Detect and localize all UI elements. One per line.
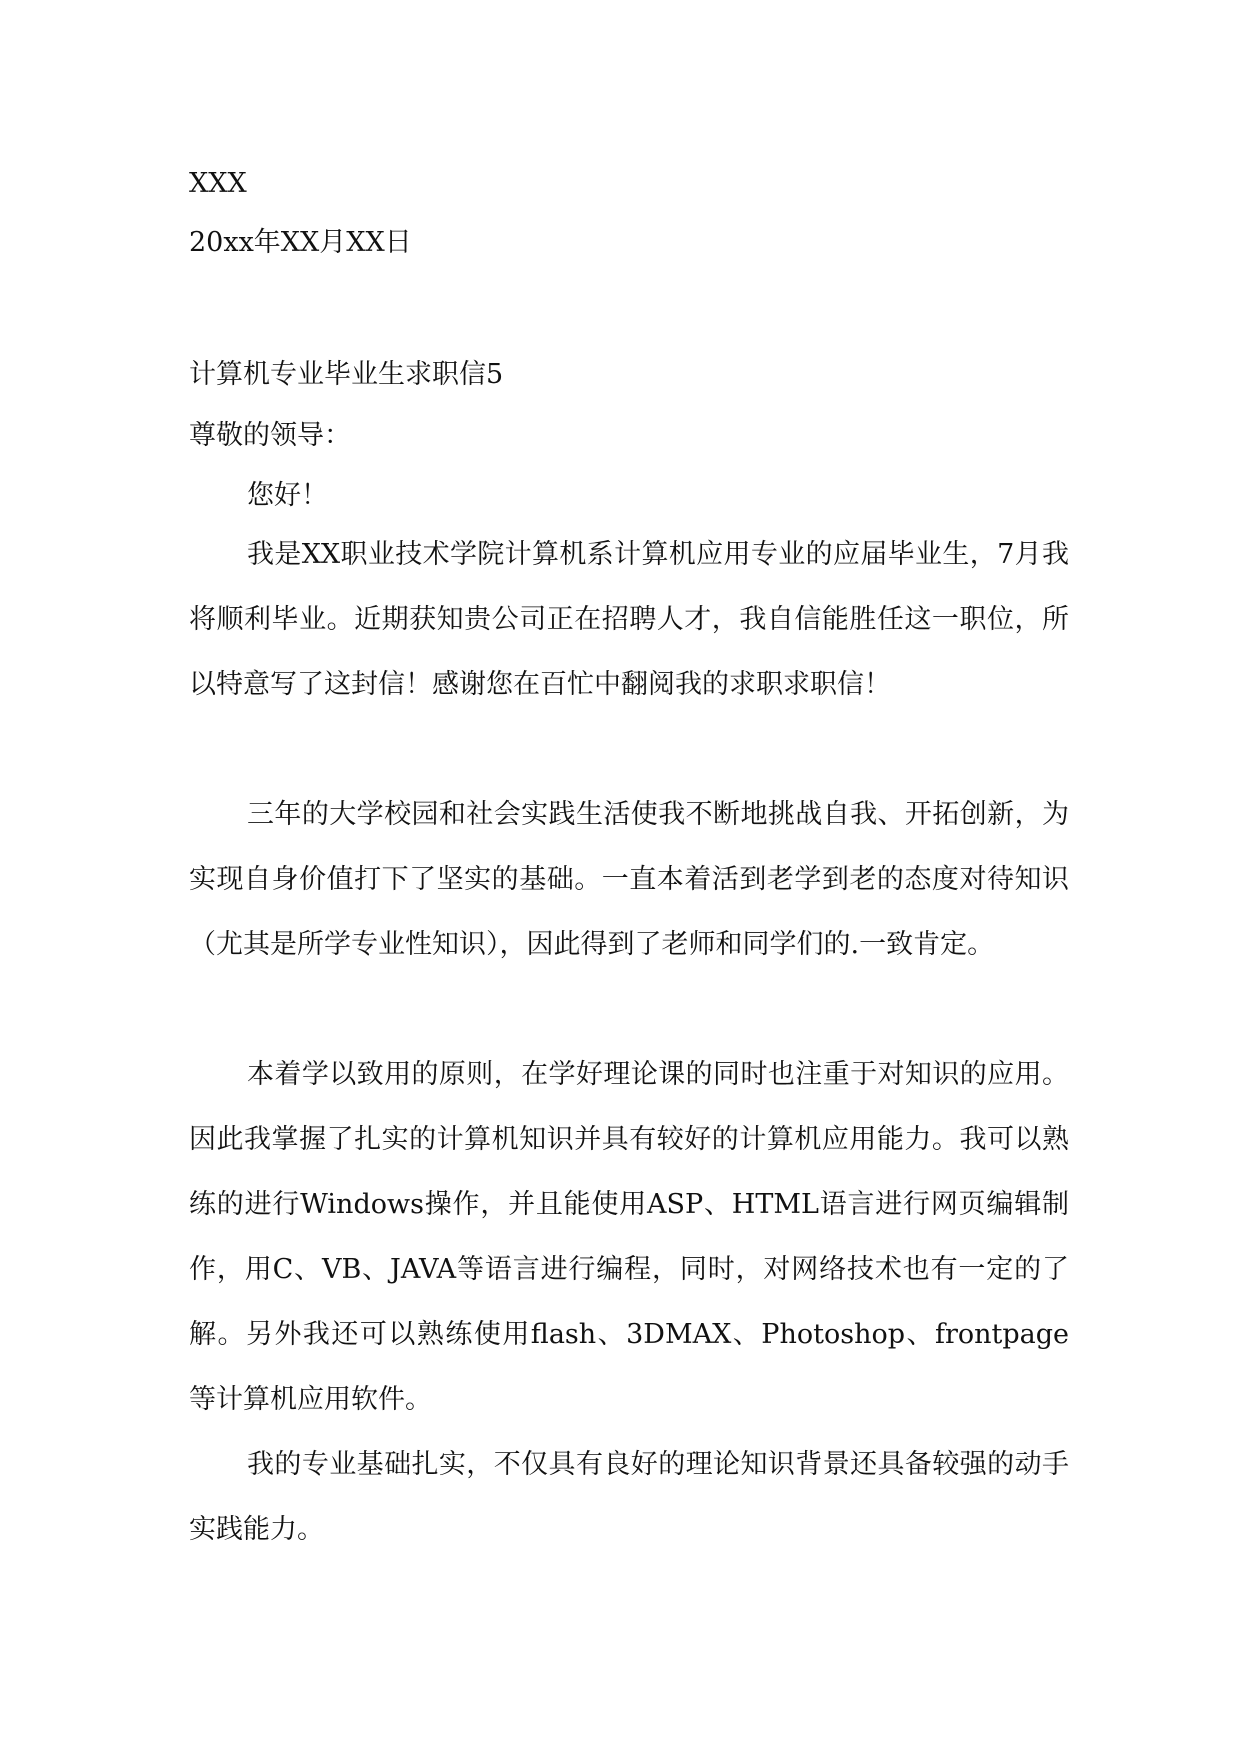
salutation: 尊敬的领导： xyxy=(189,420,351,451)
paragraph-3: 本着学以致用的原则，在学好理论课的同时也注重于对知识的应用。因此我掌握了扎实的计算机知识并具有较好的计算机应用能力。我可以熟练的进行Windows操作，并且能使用ASP、HTML语言进行网页编辑制作，用C、VB、JAVA等语言进行编程，同时，对网络技术也有一定的了解。另外我还可以熟练使用flash、3DMAX、Photoshop、frontpage等计算机应用软件。 xyxy=(189,1059,1069,1415)
letter-date: 20xx年XX月XX日 xyxy=(189,227,412,258)
paragraph-1: 我是XX职业技术学院计算机系计算机应用专业的应届毕业生，7月我将顺利毕业。近期获知贵公司正在招聘人才，我自信能胜任这一职位，所以特意写了这封信！感谢您在百忙中翻阅我的求职求职信！ xyxy=(189,539,1069,700)
greeting: 您好！ xyxy=(247,480,328,511)
sender-name: XXX xyxy=(189,168,247,199)
paragraph-2: 三年的大学校园和社会实践生活使我不断地挑战自我、开拓创新，为实现自身价值打下了坚实的基础。一直本着活到老学到老的态度对待知识（尤其是所学专业性知识），因此得到了老师和同学们的.一致肯定。 xyxy=(189,799,1069,960)
letter-title: 计算机专业毕业生求职信5 xyxy=(189,359,504,390)
paragraph-4: 我的专业基础扎实，不仅具有良好的理论知识背景还具备较强的动手实践能力。 xyxy=(189,1449,1069,1545)
